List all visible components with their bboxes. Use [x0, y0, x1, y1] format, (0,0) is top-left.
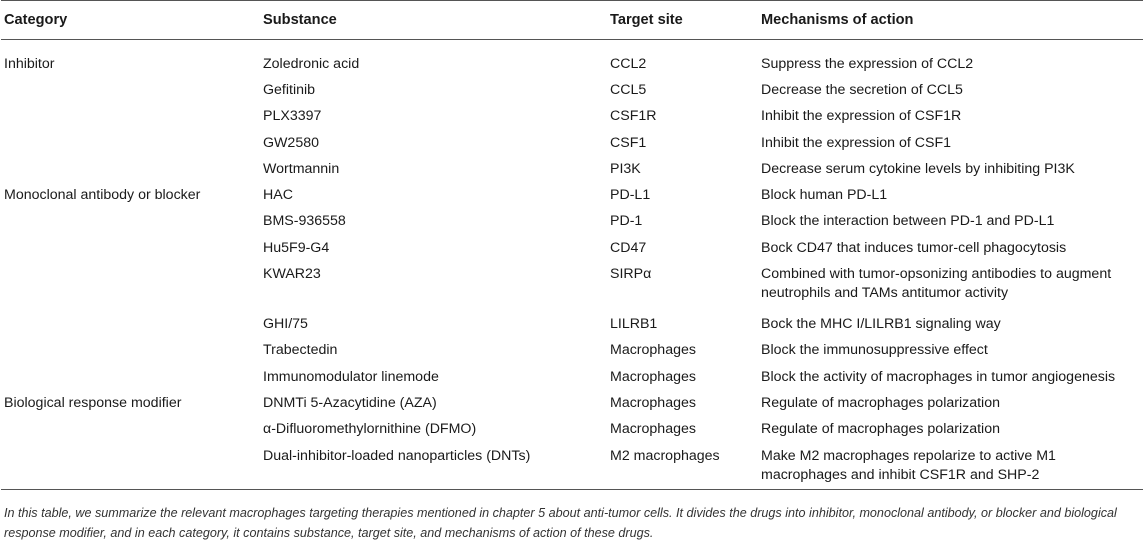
cell-substance: DNMTi 5-Azacytidine (AZA) [263, 394, 437, 411]
cell-substance: Gefitinib [263, 81, 316, 98]
cell-category [1, 235, 260, 261]
cell-target: LILRB1 [610, 316, 658, 333]
table-row [1, 417, 1143, 443]
cell-substance: PLX3397 [263, 108, 322, 125]
table-row [1, 338, 1143, 364]
cell-category [1, 77, 260, 103]
cell-target: CSF1R [610, 108, 657, 125]
cell-category [1, 417, 260, 443]
cell-target: CCL2 [610, 55, 647, 72]
cell-category [1, 364, 260, 390]
cell-substance: GHI/75 [263, 316, 308, 333]
cell-category [1, 209, 260, 235]
cell-category [1, 443, 260, 490]
cell-substance: Zoledronic acid [263, 55, 360, 72]
cell-substance: BMS-936558 [263, 213, 346, 230]
cell-category [1, 338, 260, 364]
cell-target: M2 macrophages [610, 447, 720, 464]
cell-target: CD47 [610, 239, 647, 256]
cell-target: Macrophages [610, 394, 696, 411]
cell-substance: Trabectedin [263, 342, 338, 359]
table-row [1, 364, 1143, 390]
cell-target: CCL5 [610, 81, 647, 98]
cell-mechanism: Inhibit the expression of CSF1R [761, 108, 962, 125]
table-row [1, 130, 1143, 156]
cell-substance: HAC [263, 187, 293, 204]
cell-category: Monoclonal antibody or blocker [4, 187, 201, 204]
header-substance: Substance [263, 12, 337, 28]
cell-substance: α-Difluoromethylornithine (DFMO) [263, 421, 477, 438]
table-caption: In this table, we summarize the relevant macrophages targeting therapies mentioned in chapter 5 about anti-tumor cells. It divides the drugs into inhibitor, monoclonal antibody, or blocker and biological response modifier, and in each category, it contains substance, target site, and mechanisms of action of these drugs. [4, 506, 1117, 540]
cell-category: Biological response modifier [4, 394, 182, 411]
cell-mechanism: Regulate of macrophages polarization [761, 394, 1000, 411]
table-row [1, 77, 1143, 103]
cell-target: PD-L1 [610, 187, 651, 204]
cell-substance: Immunomodulator linemode [263, 368, 439, 385]
cell-mechanism: Combined with tumor-opsonizing antibodies to augment neutrophils and TAMs antitumor activity [761, 266, 1112, 302]
cell-substance: Dual-inhibitor-loaded nanoparticles (DNTs) [263, 447, 531, 464]
cell-mechanism: Block the activity of macrophages in tumor angiogenesis [761, 368, 1116, 385]
header-mechanism: Mechanisms of action [761, 12, 914, 28]
cell-target: Macrophages [610, 342, 696, 359]
cell-substance: Wortmannin [263, 160, 340, 177]
cell-mechanism: Block the interaction between PD-1 and PD-L1 [761, 213, 1055, 230]
table-row [1, 182, 1143, 208]
cell-target: SIRPα [610, 266, 652, 283]
cell-target: CSF1 [610, 134, 647, 151]
cell-mechanism: Decrease serum cytokine levels by inhibiting PI3K [761, 160, 1075, 177]
cell-substance: GW2580 [263, 134, 319, 151]
cell-target: Macrophages [610, 421, 696, 438]
therapy-table [1, 0, 1143, 490]
table-row [1, 104, 1143, 130]
cell-category [1, 311, 260, 337]
cell-mechanism: Block the immunosuppressive effect [761, 342, 988, 359]
cell-substance: Hu5F9-G4 [263, 239, 330, 256]
table-row [1, 261, 1143, 311]
cell-mechanism: Bock CD47 that induces tumor-cell phagocytosis [761, 239, 1067, 256]
table-row [1, 40, 1143, 78]
cell-category [1, 104, 260, 130]
header-target-site: Target site [610, 12, 683, 28]
table-row [1, 209, 1143, 235]
table-row [1, 390, 1143, 416]
cell-target: Macrophages [610, 368, 696, 385]
table-row [1, 235, 1143, 261]
cell-mechanism: Bock the MHC I/LILRB1 signaling way [761, 316, 1001, 333]
table-body [1, 40, 1143, 490]
table-header [1, 1, 1143, 40]
cell-category [1, 261, 260, 311]
cell-substance: KWAR23 [263, 266, 321, 283]
cell-category: Inhibitor [4, 55, 55, 72]
header-category: Category [4, 12, 68, 28]
cell-target: PI3K [610, 160, 641, 177]
cell-mechanism: Decrease the secretion of CCL5 [761, 81, 963, 98]
cell-target: PD-1 [610, 213, 643, 230]
table-row [1, 156, 1143, 182]
header-row [1, 1, 1143, 40]
cell-mechanism: Block human PD-L1 [761, 187, 888, 204]
cell-category [1, 156, 260, 182]
cell-mechanism: Make M2 macrophages repolarize to active M1 macrophages and inhibit CSF1R and SHP-2 [761, 447, 1056, 483]
cell-category [1, 130, 260, 156]
cell-mechanism: Inhibit the expression of CSF1 [761, 134, 952, 151]
cell-mechanism: Suppress the expression of CCL2 [761, 55, 974, 72]
table-row [1, 443, 1143, 490]
table-row [1, 311, 1143, 337]
cell-mechanism: Regulate of macrophages polarization [761, 421, 1000, 438]
